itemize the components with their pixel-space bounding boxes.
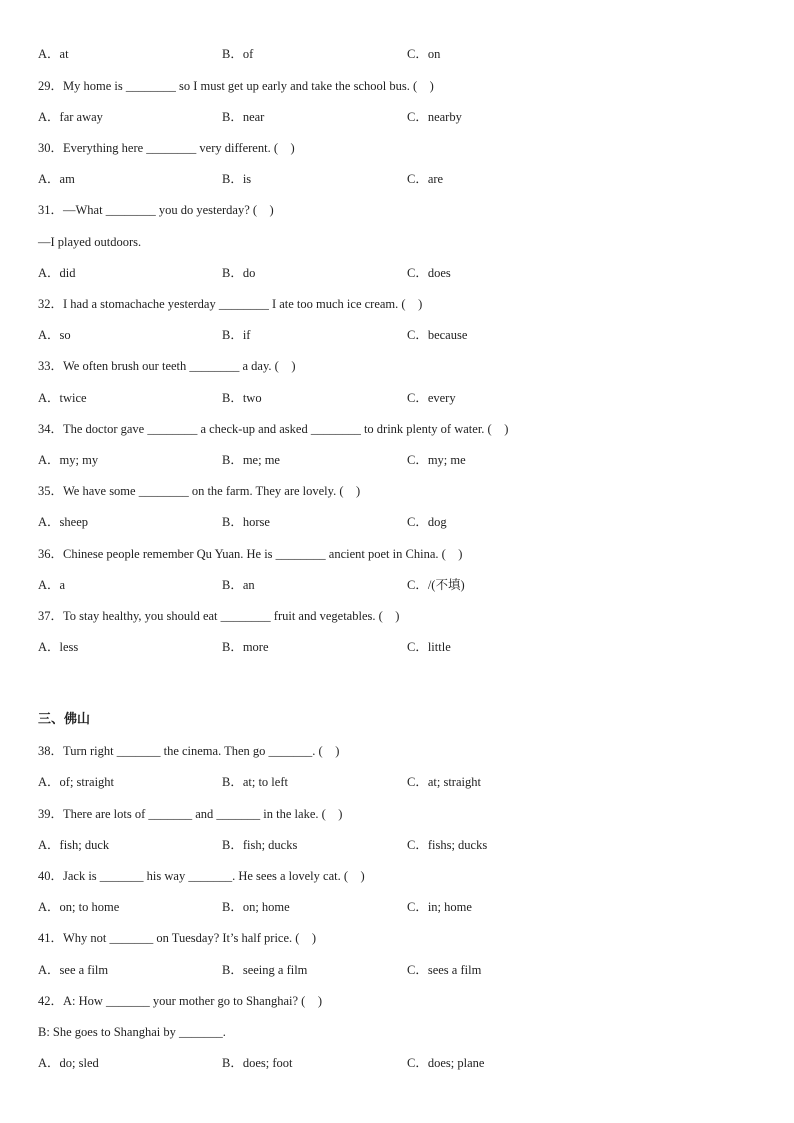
option-c: C．my; me bbox=[407, 453, 466, 467]
option-a: A．do; sled bbox=[38, 1056, 99, 1070]
option-b: B．on; home bbox=[222, 900, 290, 914]
question-42: 42．A: How _______ your mother go to Shanghai? ( ) bbox=[38, 994, 322, 1008]
question-30: 30．Everything here ________ very different. ( ) bbox=[38, 141, 295, 155]
option-a: A．less bbox=[38, 640, 79, 654]
option-a: A．am bbox=[38, 172, 75, 186]
option-row bbox=[38, 109, 738, 125]
option-b: B．fish; ducks bbox=[222, 838, 298, 852]
question-35: 35．We have some ________ on the farm. They are lovely. ( ) bbox=[38, 484, 361, 498]
option-row bbox=[38, 46, 738, 62]
option-a: A．did bbox=[38, 266, 76, 280]
option-row bbox=[38, 577, 738, 593]
option-a: A．sheep bbox=[38, 515, 88, 529]
option-row bbox=[38, 1055, 738, 1071]
option-row bbox=[38, 899, 738, 915]
option-b: B．is bbox=[222, 172, 252, 186]
option-b: B．does; foot bbox=[222, 1056, 293, 1070]
question-31: 31．—What ________ you do yesterday? ( ) bbox=[38, 203, 274, 217]
option-c: C．does; plane bbox=[407, 1056, 485, 1070]
option-c: C．nearby bbox=[407, 110, 462, 124]
question-33: 33．We often brush our teeth ________ a day. ( ) bbox=[38, 359, 296, 373]
option-b: B．horse bbox=[222, 515, 270, 529]
option-a: A．at bbox=[38, 47, 69, 61]
section-title: 三、佛山 bbox=[38, 712, 91, 727]
option-a: A．a bbox=[38, 578, 66, 592]
option-c: C．at; straight bbox=[407, 775, 481, 789]
option-row bbox=[38, 265, 738, 281]
option-b: B．an bbox=[222, 578, 255, 592]
option-b: B．do bbox=[222, 266, 256, 280]
option-row bbox=[38, 452, 738, 468]
option-row bbox=[38, 837, 738, 853]
option-c: C．on bbox=[407, 47, 441, 61]
option-a: A．twice bbox=[38, 391, 87, 405]
option-a: A．so bbox=[38, 328, 71, 342]
option-row bbox=[38, 514, 738, 530]
option-a: A．see a film bbox=[38, 963, 109, 977]
option-row bbox=[38, 774, 738, 790]
option-b: B．at; to left bbox=[222, 775, 288, 789]
option-c: C．does bbox=[407, 266, 451, 280]
option-row bbox=[38, 390, 738, 406]
question-41: 41．Why not _______ on Tuesday? It’s half price. ( ) bbox=[38, 931, 317, 945]
option-b: B．near bbox=[222, 110, 265, 124]
option-b: B．if bbox=[222, 328, 251, 342]
option-a: A．of; straight bbox=[38, 775, 115, 789]
question-37: 37．To stay healthy, you should eat ________ fruit and vegetables. ( ) bbox=[38, 609, 400, 623]
question-36: 36．Chinese people remember Qu Yuan. He is ________ ancient poet in China. ( ) bbox=[38, 547, 463, 561]
option-c: C．/(不填) bbox=[407, 578, 465, 592]
option-b: B．more bbox=[222, 640, 269, 654]
question-40: 40．Jack is _______ his way _______. He sees a lovely cat. ( ) bbox=[38, 869, 365, 883]
option-b: B．two bbox=[222, 391, 262, 405]
option-a: A．on; to home bbox=[38, 900, 120, 914]
option-c: C．in; home bbox=[407, 900, 472, 914]
option-c: C．fishs; ducks bbox=[407, 838, 488, 852]
option-row bbox=[38, 327, 738, 343]
question-34: 34．The doctor gave ________ a check-up and asked ________ to drink plenty of water. ( ) bbox=[38, 422, 509, 436]
question-29: 29．My home is ________ so I must get up early and take the school bus. ( ) bbox=[38, 79, 434, 93]
option-row bbox=[38, 639, 738, 655]
question-31-reply: —I played outdoors. bbox=[38, 235, 142, 249]
option-c: C．little bbox=[407, 640, 451, 654]
option-row bbox=[38, 962, 738, 978]
question-32: 32．I had a stomachache yesterday ________ I ate too much ice cream. ( ) bbox=[38, 297, 423, 311]
option-b: B．me; me bbox=[222, 453, 280, 467]
option-c: C．are bbox=[407, 172, 444, 186]
question-39: 39．There are lots of _______ and _______ in the lake. ( ) bbox=[38, 807, 343, 821]
option-b: B．seeing a film bbox=[222, 963, 308, 977]
option-c: C．sees a film bbox=[407, 963, 482, 977]
question-42-reply: B: She goes to Shanghai by _______. bbox=[38, 1025, 226, 1039]
option-c: C．because bbox=[407, 328, 468, 342]
option-a: A．my; my bbox=[38, 453, 99, 467]
option-b: B．of bbox=[222, 47, 254, 61]
option-c: C．every bbox=[407, 391, 456, 405]
option-c: C．dog bbox=[407, 515, 447, 529]
option-row bbox=[38, 171, 738, 187]
option-a: A．far away bbox=[38, 110, 103, 124]
question-38: 38．Turn right _______ the cinema. Then go _______. ( ) bbox=[38, 744, 340, 758]
option-a: A．fish; duck bbox=[38, 838, 110, 852]
